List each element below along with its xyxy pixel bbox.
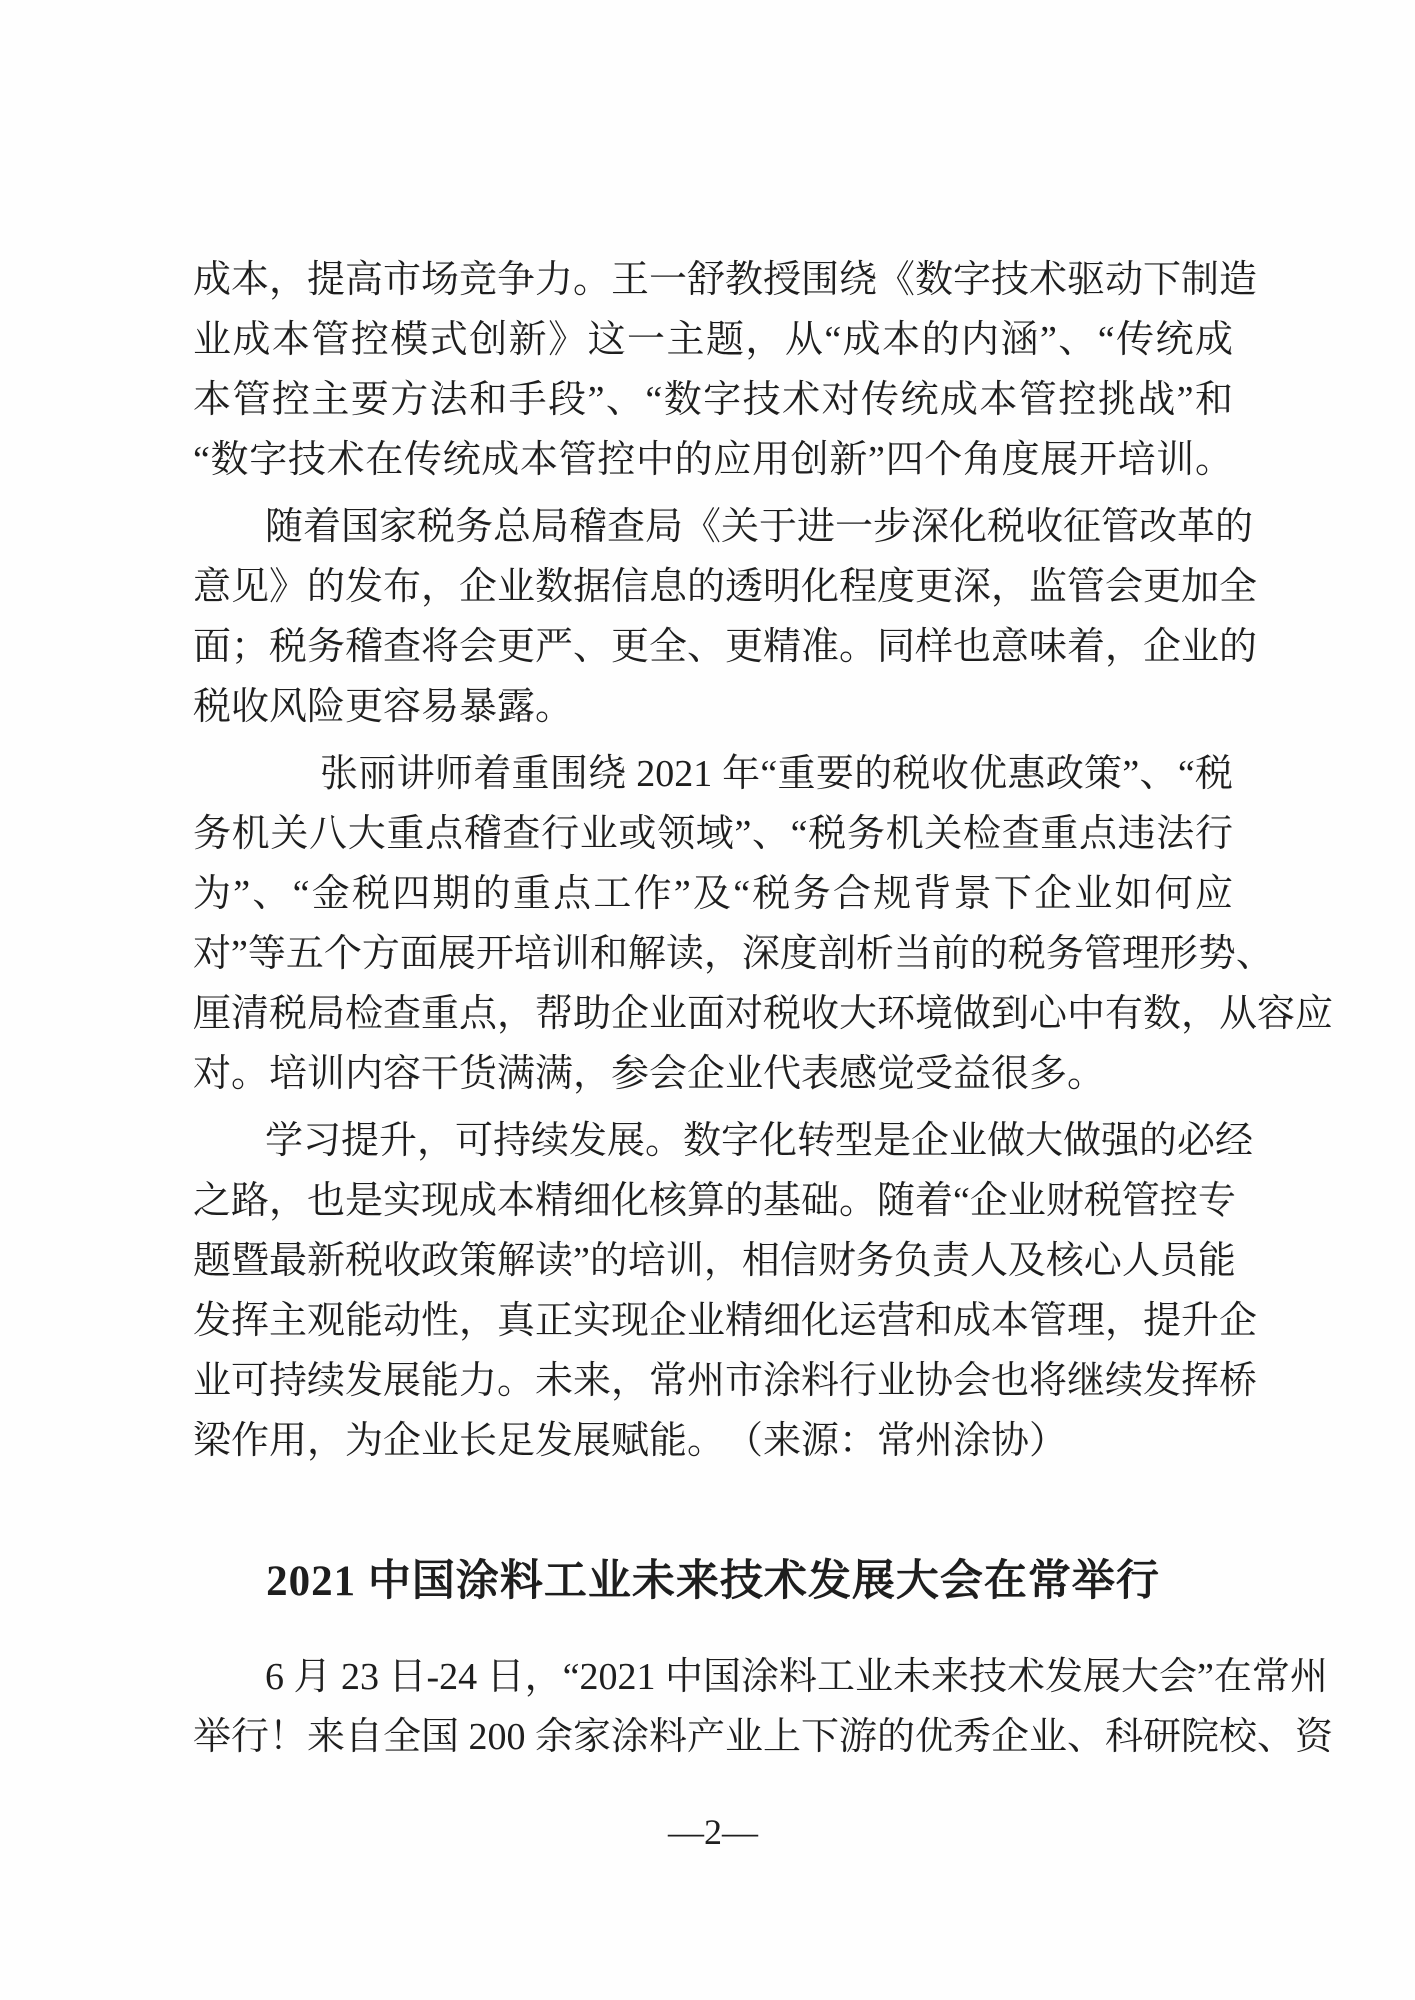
text-line: 对。培训内容干货满满，参会企业代表感觉受益很多。 xyxy=(193,1053,1106,1095)
text-line: 面；税务稽查将会更严、更全、更精准。同样也意味着，企业的 xyxy=(193,626,1258,668)
text-line: 务机关八大重点稽查行业或领域”、“税务机关检查重点违法行 xyxy=(193,813,1233,855)
paragraph xyxy=(193,744,1334,1104)
section-heading: 2021 中国涂料工业未来技术发展大会在常举行 xyxy=(266,1558,1160,1605)
text-line: 对”等五个方面展开培训和解读，深度剖析当前的税务管理形势、 xyxy=(193,933,1274,975)
text-line: 随着国家税务总局稽查局《关于进一步深化税收征管改革的 xyxy=(265,506,1254,548)
text-segment: 梁作用，为企业长足发展赋能。 xyxy=(193,1420,726,1462)
text-line: 业成本管控模式创新》这一主题，从“成本的内涵”、“传统成 xyxy=(193,319,1233,361)
paragraph xyxy=(193,1647,1334,1767)
text-line: 学习提升，可持续发展。数字化转型是企业做大做强的必经 xyxy=(265,1120,1254,1162)
paragraph xyxy=(193,1111,1258,1471)
text-line: 发挥主观能动性，真正实现企业精细化运营和成本管理，提升企 xyxy=(193,1300,1258,1342)
text-line: 本管控主要方法和手段”、“数字技术对传统成本管控挑战”和 xyxy=(193,379,1233,421)
text-line: 业可持续发展能力。未来，常州市涂料行业协会也将继续发挥桥 xyxy=(193,1360,1258,1402)
text-line: 6 月 23 日-24 日，“2021 中国涂料工业未来技术发展大会”在常州 xyxy=(265,1656,1328,1698)
text-line: 之路，也是实现成本精细化核算的基础。随着“企业财税管控专 xyxy=(193,1180,1236,1222)
text-line: 题暨最新税收政策解读”的培训，相信财务负责人及核心人员能 xyxy=(193,1240,1236,1282)
text-line: 张丽讲师着重围绕 2021 年“重要的税收优惠政策”、“税 xyxy=(320,753,1233,795)
paragraph xyxy=(193,250,1258,490)
text-line: 成本，提高市场竞争力。王一舒教授围绕《数字技术驱动下制造 xyxy=(193,259,1258,301)
text-line xyxy=(193,1411,1233,1471)
text-column xyxy=(193,250,1334,1767)
text-line: 为”、“金税四期的重点工作”及“税务合规背景下企业如何应 xyxy=(193,873,1233,915)
text-line: 意见》的发布，企业数据信息的透明化程度更深，监管会更加全 xyxy=(193,566,1258,608)
text-line: 举行！来自全国 200 余家涂料产业上下游的优秀企业、科研院校、资 xyxy=(193,1716,1334,1758)
source-attribution: （来源：常州涂协） xyxy=(725,1420,1068,1462)
body-text-after-heading xyxy=(193,1647,1334,1767)
paragraph xyxy=(193,497,1258,737)
footer-page-number: —2— xyxy=(668,1812,758,1852)
text-line: 税收风险更容易暴露。 xyxy=(193,686,574,728)
text-line: “数字技术在传统成本管控中的应用创新”四个角度展开培训。 xyxy=(193,439,1233,481)
text-line: 厘清税局检查重点，帮助企业面对税收大环境做到心中有数，从容应 xyxy=(193,993,1334,1035)
body-text-before-heading xyxy=(193,250,1334,1471)
